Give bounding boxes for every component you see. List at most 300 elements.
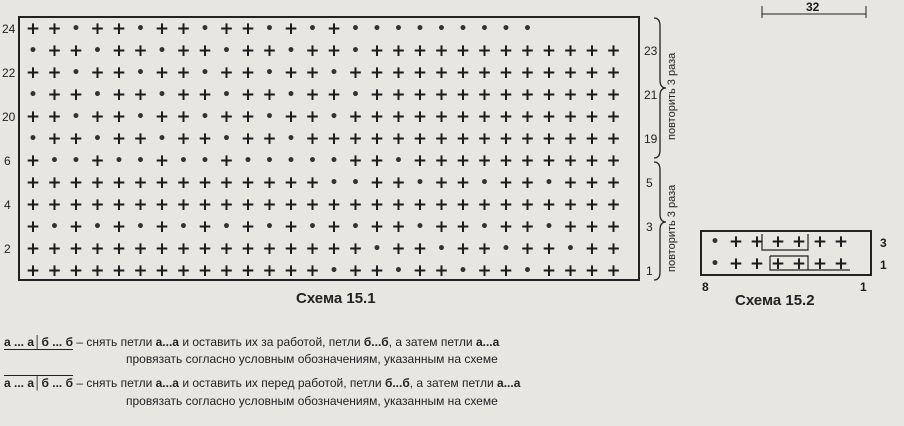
knit-stitch: + [369, 173, 385, 193]
purl-stitch: • [179, 219, 188, 235]
purl-stitch: • [93, 131, 102, 147]
knit-stitch: + [391, 41, 406, 61]
purl-stitch: • [28, 43, 38, 59]
knit-stitch: + [262, 195, 277, 215]
knit-stitch: + [477, 195, 492, 215]
knit-stitch: + [412, 195, 428, 215]
purl-stitch: • [351, 219, 360, 235]
purl-stitch: • [136, 153, 145, 169]
knit-stitch: + [240, 173, 256, 193]
knit-stitch: + [369, 217, 385, 237]
knit-stitch: + [111, 195, 127, 215]
knit-stitch: + [326, 41, 342, 61]
knit-stitch: + [240, 261, 256, 281]
knit-stitch: + [68, 173, 84, 193]
row-number-6: 6 [4, 154, 11, 168]
knit-stitch: + [584, 107, 600, 127]
knit-stitch: + [262, 85, 277, 105]
knit-stitch: + [584, 173, 600, 193]
scheme-15-2-label-8: 8 [702, 280, 709, 294]
knit-stitch: + [219, 63, 234, 83]
purl-stitch: • [222, 87, 231, 103]
knit-stitch: + [305, 85, 320, 105]
purl-stitch: • [329, 175, 339, 191]
knit-stitch: + [176, 239, 191, 259]
row-number-4: 4 [4, 198, 11, 212]
knit-stitch: + [498, 195, 514, 215]
knit-stitch: + [477, 41, 492, 61]
knit-stitch: + [111, 173, 127, 193]
knit-stitch: + [111, 239, 127, 259]
knit-stitch: + [219, 195, 234, 215]
knit-stitch: + [606, 195, 621, 215]
knit-stitch: + [25, 261, 41, 281]
knit-stitch: + [412, 107, 428, 127]
knit-stitch: + [606, 239, 621, 259]
knit-stitch: + [197, 217, 213, 237]
purl-stitch: • [523, 263, 532, 279]
knit-stitch: + [455, 217, 471, 237]
knit-stitch: + [455, 129, 471, 149]
knit-stitch: + [25, 107, 41, 127]
purl-stitch: • [458, 21, 468, 37]
knit-stitch: + [584, 151, 600, 171]
knit-stitch: + [563, 173, 578, 193]
knit-stitch: + [412, 63, 428, 83]
knit-stitch: + [348, 63, 363, 83]
right-label-1: 1 [646, 264, 653, 278]
knit-stitch: + [563, 151, 578, 171]
knit-stitch: + [154, 239, 170, 259]
cable-outline [700, 230, 872, 276]
knit-stitch: + [219, 107, 234, 127]
knit-stitch: + [770, 254, 786, 274]
knit-stitch: + [391, 63, 406, 83]
knit-stitch: + [749, 232, 765, 252]
purl-stitch: • [394, 153, 403, 169]
purl-stitch: • [286, 131, 296, 147]
legend-item-2: а ... а│б ... б – снять петли а...а и оставить их перед работой, петли б...б, а затем петли а...а [4, 376, 521, 390]
knit-stitch: + [305, 173, 320, 193]
knit-stitch: + [68, 41, 84, 61]
knit-stitch: + [434, 151, 449, 171]
knit-stitch: + [47, 239, 62, 259]
knit-stitch: + [541, 239, 557, 259]
knit-stitch: + [176, 41, 191, 61]
knit-stitch: + [541, 261, 557, 281]
scheme-15-1-caption: Схема 15.1 [296, 290, 376, 307]
knit-stitch: + [154, 63, 170, 83]
knit-stitch: + [154, 195, 170, 215]
knit-stitch: + [154, 107, 170, 127]
knit-stitch: + [111, 107, 127, 127]
knit-stitch: + [434, 217, 449, 237]
knit-stitch: + [154, 151, 170, 171]
purl-stitch: • [222, 43, 231, 59]
knit-stitch: + [369, 85, 385, 105]
purl-stitch: • [136, 21, 145, 37]
knit-stitch: + [520, 217, 535, 237]
knit-stitch: + [391, 129, 406, 149]
knit-stitch: + [90, 195, 105, 215]
knit-stitch: + [812, 232, 828, 252]
knit-stitch: + [541, 41, 557, 61]
knit-stitch: + [520, 41, 535, 61]
knit-stitch: + [541, 107, 557, 127]
knit-stitch: + [606, 261, 621, 281]
purl-stitch: • [372, 21, 382, 37]
purl-stitch: • [286, 153, 296, 169]
knit-stitch: + [219, 173, 234, 193]
legend-item-2-line2: провязать согласно условным обозначениям, указанным на схеме [126, 394, 498, 408]
knit-stitch: + [369, 41, 385, 61]
knit-stitch: + [326, 19, 342, 39]
knit-stitch: + [197, 85, 213, 105]
knit-stitch: + [133, 195, 148, 215]
knit-stitch: + [369, 195, 385, 215]
knit-stitch: + [133, 173, 148, 193]
knit-stitch: + [305, 261, 320, 281]
knit-stitch: + [434, 195, 449, 215]
knit-stitch: + [176, 173, 191, 193]
purl-stitch: • [329, 109, 339, 125]
knit-stitch: + [240, 19, 256, 39]
purl-stitch: • [157, 131, 167, 147]
knit-stitch: + [47, 63, 62, 83]
knit-stitch: + [455, 173, 471, 193]
knit-stitch: + [498, 151, 514, 171]
purl-stitch: • [480, 21, 489, 37]
purl-stitch: • [351, 43, 360, 59]
knit-stitch: + [563, 217, 578, 237]
knit-stitch: + [154, 173, 170, 193]
knit-stitch: + [369, 63, 385, 83]
knit-stitch: + [25, 195, 41, 215]
knit-stitch: + [68, 195, 84, 215]
knit-stitch: + [498, 261, 514, 281]
knit-stitch: + [563, 107, 578, 127]
knit-stitch: + [90, 173, 105, 193]
knit-stitch: + [348, 129, 363, 149]
repeat-label-bottom: повторить 3 раза [666, 184, 678, 272]
knit-stitch: + [305, 239, 320, 259]
knit-stitch: + [47, 261, 62, 281]
purl-stitch: • [372, 241, 382, 257]
purl-stitch: • [286, 43, 296, 59]
knit-stitch: + [563, 195, 578, 215]
knit-stitch: + [154, 19, 170, 39]
knit-stitch: + [477, 261, 492, 281]
purl-stitch: • [394, 21, 403, 37]
knit-stitch: + [412, 151, 428, 171]
knit-stitch: + [90, 63, 105, 83]
knit-stitch: + [434, 173, 449, 193]
purl-stitch: • [222, 219, 231, 235]
purl-stitch: • [308, 153, 317, 169]
knit-stitch: + [391, 195, 406, 215]
knit-stitch: + [584, 195, 600, 215]
knit-stitch: + [348, 151, 363, 171]
knit-stitch: + [111, 41, 127, 61]
legend-item-1: а ... а│б ... б – снять петли а...а и оставить их за работой, петли б...б, а затем петли а...а [4, 335, 500, 349]
knit-stitch: + [412, 41, 428, 61]
knit-stitch: + [606, 217, 621, 237]
purl-stitch: • [50, 219, 59, 235]
knit-stitch: + [176, 195, 191, 215]
purl-stitch: • [200, 109, 210, 125]
purl-stitch: • [28, 87, 38, 103]
purl-stitch: • [71, 21, 81, 37]
knit-stitch: + [520, 239, 535, 259]
knit-stitch: + [541, 195, 557, 215]
purl-stitch: • [157, 43, 167, 59]
knit-stitch: + [606, 151, 621, 171]
knit-stitch: + [498, 217, 514, 237]
purl-stitch: • [523, 21, 532, 37]
knit-stitch: + [47, 41, 62, 61]
knit-stitch: + [348, 239, 363, 259]
purl-stitch: • [265, 153, 274, 169]
knit-stitch: + [133, 261, 148, 281]
knit-stitch: + [563, 129, 578, 149]
knit-stitch: + [541, 151, 557, 171]
knit-stitch: + [455, 239, 471, 259]
knit-stitch: + [541, 129, 557, 149]
purl-stitch: • [93, 87, 102, 103]
knit-stitch: + [563, 63, 578, 83]
knit-stitch: + [111, 63, 127, 83]
knit-stitch: + [833, 232, 849, 252]
knit-stitch: + [477, 151, 492, 171]
legend-symbol-2: а ... а│б ... б [4, 376, 74, 390]
knit-stitch: + [520, 107, 535, 127]
knit-stitch: + [305, 129, 320, 149]
purl-stitch: • [710, 234, 720, 250]
knit-stitch: + [262, 41, 277, 61]
knit-stitch: + [47, 129, 62, 149]
knit-stitch: + [111, 85, 127, 105]
purl-stitch: • [501, 21, 511, 37]
knit-stitch: + [305, 41, 320, 61]
knit-stitch: + [111, 19, 127, 39]
knit-stitch: + [498, 63, 514, 83]
knit-stitch: + [606, 107, 621, 127]
knit-stitch: + [25, 19, 41, 39]
knit-stitch: + [477, 63, 492, 83]
knit-stitch: + [47, 19, 62, 39]
purl-stitch: • [28, 131, 38, 147]
knit-stitch: + [283, 195, 299, 215]
purl-stitch: • [394, 263, 403, 279]
purl-stitch: • [329, 153, 339, 169]
row-number-2: 2 [4, 242, 11, 256]
knit-stitch: + [176, 19, 191, 39]
scheme-15-2-label-1: 1 [880, 258, 887, 272]
purl-stitch: • [351, 175, 360, 191]
purl-stitch: • [265, 109, 274, 125]
knit-stitch: + [154, 261, 170, 281]
knit-stitch: + [498, 129, 514, 149]
knit-stitch: + [240, 195, 256, 215]
knit-stitch: + [434, 41, 449, 61]
purl-stitch: • [286, 87, 296, 103]
purl-stitch: • [50, 153, 59, 169]
width-label: 32 [806, 0, 820, 14]
knit-stitch: + [68, 129, 84, 149]
scheme-15-2-label-bottom-1: 1 [860, 280, 867, 294]
purl-stitch: • [114, 153, 124, 169]
repeat-label-top: повторить 3 раза [666, 52, 678, 140]
purl-stitch: • [200, 21, 210, 37]
knit-stitch: + [240, 85, 256, 105]
purl-stitch: • [415, 219, 425, 235]
knit-stitch: + [176, 63, 191, 83]
knit-stitch: + [541, 63, 557, 83]
knit-stitch: + [584, 129, 600, 149]
purl-stitch: • [71, 109, 81, 125]
knit-stitch: + [391, 239, 406, 259]
knit-stitch: + [68, 217, 84, 237]
purl-stitch: • [566, 241, 575, 257]
knit-stitch: + [749, 254, 765, 274]
purl-stitch: • [480, 219, 489, 235]
purl-stitch: • [200, 65, 210, 81]
knit-stitch: + [477, 85, 492, 105]
knit-stitch: + [240, 63, 256, 83]
row-number-22: 22 [2, 66, 16, 80]
right-label-3: 3 [646, 220, 653, 234]
purl-stitch: • [93, 219, 102, 235]
knit-stitch: + [520, 129, 535, 149]
knit-stitch: + [606, 129, 621, 149]
knit-stitch: + [133, 85, 148, 105]
row-number-24: 24 [2, 22, 16, 36]
knit-stitch: + [520, 85, 535, 105]
purl-stitch: • [243, 153, 253, 169]
knit-stitch: + [68, 85, 84, 105]
knit-stitch: + [584, 261, 600, 281]
knit-stitch: + [90, 239, 105, 259]
knit-stitch: + [412, 239, 428, 259]
knit-stitch: + [833, 254, 849, 274]
knit-stitch: + [25, 217, 41, 237]
knit-stitch: + [47, 195, 62, 215]
purl-stitch: • [437, 241, 446, 257]
knit-stitch: + [111, 261, 127, 281]
knit-stitch: + [606, 85, 621, 105]
knit-stitch: + [606, 41, 621, 61]
knit-stitch: + [563, 41, 578, 61]
knit-stitch: + [197, 129, 213, 149]
knit-stitch: + [262, 129, 277, 149]
knit-stitch: + [369, 107, 385, 127]
knit-stitch: + [455, 195, 471, 215]
knit-stitch: + [498, 41, 514, 61]
right-label-5: 5 [646, 176, 653, 190]
knit-stitch: + [812, 254, 828, 274]
knit-stitch: + [606, 63, 621, 83]
knit-stitch: + [262, 261, 277, 281]
knit-stitch: + [90, 261, 105, 281]
knit-stitch: + [47, 85, 62, 105]
purl-stitch: • [415, 21, 425, 37]
knit-stitch: + [520, 151, 535, 171]
knit-stitch: + [176, 261, 191, 281]
knit-stitch: + [369, 261, 385, 281]
knit-stitch: + [455, 41, 471, 61]
knit-stitch: + [412, 261, 428, 281]
knit-stitch: + [283, 107, 299, 127]
knit-stitch: + [391, 107, 406, 127]
knit-stitch: + [262, 173, 277, 193]
knit-stitch: + [434, 129, 449, 149]
knit-stitch: + [412, 129, 428, 149]
knit-stitch: + [728, 254, 744, 274]
knit-stitch: + [240, 129, 256, 149]
knit-stitch: + [219, 151, 234, 171]
knit-stitch: + [520, 63, 535, 83]
knit-stitch: + [584, 63, 600, 83]
knit-stitch: + [477, 129, 492, 149]
knit-stitch: + [412, 85, 428, 105]
knit-stitch: + [791, 254, 807, 274]
purl-stitch: • [265, 219, 274, 235]
knit-stitch: + [391, 173, 406, 193]
knit-stitch: + [348, 107, 363, 127]
knit-stitch: + [305, 195, 320, 215]
knit-stitch: + [111, 217, 127, 237]
knit-stitch: + [498, 173, 514, 193]
purl-stitch: • [458, 263, 468, 279]
knit-stitch: + [219, 19, 234, 39]
right-label-19: 19 [644, 132, 658, 146]
purl-stitch: • [544, 219, 554, 235]
knit-stitch: + [197, 195, 213, 215]
knit-stitch: + [455, 151, 471, 171]
knit-stitch: + [111, 129, 127, 149]
knit-stitch: + [326, 195, 342, 215]
knit-stitch: + [240, 107, 256, 127]
knit-stitch: + [283, 63, 299, 83]
knit-stitch: + [47, 173, 62, 193]
knit-stitch: + [283, 217, 299, 237]
purl-stitch: • [136, 65, 145, 81]
purl-stitch: • [308, 219, 317, 235]
knit-stitch: + [563, 261, 578, 281]
knit-stitch: + [728, 232, 744, 252]
knit-stitch: + [584, 41, 600, 61]
knit-stitch: + [434, 261, 449, 281]
knit-stitch: + [176, 129, 191, 149]
purl-stitch: • [544, 175, 554, 191]
knit-stitch: + [584, 217, 600, 237]
knit-stitch: + [348, 195, 363, 215]
knit-stitch: + [455, 63, 471, 83]
knit-stitch: + [305, 63, 320, 83]
purl-stitch: • [71, 153, 81, 169]
purl-stitch: • [329, 65, 339, 81]
knit-stitch: + [477, 107, 492, 127]
knit-stitch: + [283, 173, 299, 193]
purl-stitch: • [415, 175, 425, 191]
knit-stitch: + [477, 239, 492, 259]
purl-stitch: • [179, 153, 188, 169]
purl-stitch: • [351, 87, 360, 103]
knit-stitch: + [197, 41, 213, 61]
knit-stitch: + [606, 173, 621, 193]
knit-stitch: + [197, 239, 213, 259]
knit-stitch: + [133, 129, 148, 149]
